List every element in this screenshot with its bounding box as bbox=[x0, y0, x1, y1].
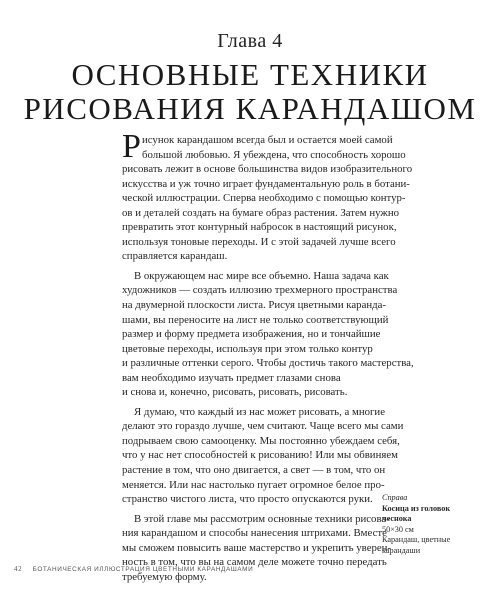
paragraph-1-line: исунок карандашом всегда был и остается моей самой bbox=[142, 134, 393, 146]
paragraph-3-line: меняется. Или нас настолько пугает огромное белое про- bbox=[122, 478, 385, 491]
paragraph-2-line: шами, вы переносите на лист не только соответствующий bbox=[122, 313, 389, 326]
paragraph-1-line: рисовать лежит в основе большинства видов изобразительного bbox=[122, 163, 413, 176]
drop-cap: Р bbox=[122, 128, 141, 165]
paragraph-2-line: цветовые переходы, используя при этом только контур bbox=[122, 342, 373, 355]
paragraph-1-line: справляется карандаш. bbox=[122, 250, 228, 263]
paragraph-1-line: ов и деталей создать на бумаге образ растения. Затем нужно bbox=[122, 206, 399, 219]
page-footer bbox=[14, 565, 253, 573]
paragraph-3-line: Я думаю, что каждый из нас может рисовать, а многие bbox=[134, 405, 385, 418]
paragraph-2-line: вам необходимо изучать предмет глазами снова bbox=[122, 371, 341, 384]
paragraph-2-line: В окружающем нас мире все объемно. Наша задача как bbox=[134, 269, 389, 282]
chapter-label: Глава 4 bbox=[217, 30, 283, 52]
caption-medium-line-2: карандаши bbox=[382, 545, 421, 555]
paragraph-1-line: ческой иллюстрации. Сперва необходимо с помощью контур- bbox=[122, 192, 406, 205]
paragraph-4-line: В этой главе мы рассмотрим основные техники рисова- bbox=[134, 512, 390, 525]
running-title: БОТАНИЧЕСКАЯ ИЛЛЮСТРАЦИЯ ЦВЕТНЫМИ КАРАНДАШАМИ bbox=[32, 566, 254, 573]
paragraph-4-line: ния карандашом и способы нанесения штрихами. Вместе bbox=[122, 527, 387, 540]
paragraph-1-line: превратить этот контурный набросок в настоящий рисунок, bbox=[122, 221, 397, 234]
chapter-title bbox=[0, 58, 500, 126]
paragraph-2-line: и различные оттенки серого. Чтобы достичь такого мастерства, bbox=[122, 357, 414, 370]
caption-heading: Справа bbox=[382, 493, 408, 502]
paragraph-2-line: и снова и, конечно, рисовать, рисовать, рисовать. bbox=[122, 386, 348, 399]
paragraph-2-line: размер и форму предмета изображения, но и тончайшие bbox=[122, 328, 381, 341]
paragraph-3-line: что у нас нет способностей к рисованию! Или мы обвиняем bbox=[122, 449, 398, 462]
caption-size: 50×30 см bbox=[382, 524, 414, 534]
caption-title-line-1: Косица из головок bbox=[382, 503, 451, 513]
paragraph-4-line: требуемую форму. bbox=[122, 570, 207, 583]
chapter-title-line-2: РИСОВАНИЯ КАРАНДАШОМ bbox=[23, 91, 477, 126]
paragraph-1-line: искусства и уж точно играет фундаментальную роль в ботани- bbox=[122, 177, 410, 190]
caption-title-line-2: чеснока bbox=[382, 514, 412, 523]
paragraph-4-line: ность в том, что вы на самом деле можете точно передать bbox=[122, 556, 387, 569]
paragraph-3-line: растение в том, что оно двигается, а свет — в том, что он bbox=[122, 464, 386, 477]
paragraph-1-line: используя тоновые переходы. И с этой задачей лучше всего bbox=[122, 235, 396, 248]
caption-medium-line-1: Карандаш, цветные bbox=[382, 535, 451, 544]
paragraph-4-line: мы сможем повысить ваше мастерство и укрепить уверен- bbox=[122, 541, 392, 554]
paragraph-2-line: на двумерной плоскости листа. Рисуя цветными каранда- bbox=[122, 299, 387, 312]
chapter-title-line-1: ОСНОВНЫЕ ТЕХНИКИ bbox=[71, 57, 429, 92]
paragraph-2-line: художников — создать иллюзию трехмерного пространства bbox=[122, 284, 398, 297]
paragraph-1-line: большой любовью. Я убеждена, что способность хорошо bbox=[142, 148, 406, 161]
paragraph-3-line: подрываем свою самооценку. Мы постоянно убеждаем себя, bbox=[122, 434, 400, 447]
paragraph-3-line: странство чистого листа, что просто опускаются руки. bbox=[122, 493, 373, 506]
figure-caption bbox=[382, 493, 492, 556]
page-number: 42 bbox=[14, 565, 23, 573]
paragraph-3-line: делают это гораздо лучше, чем считают. Чаще всего мы сами bbox=[122, 420, 404, 433]
